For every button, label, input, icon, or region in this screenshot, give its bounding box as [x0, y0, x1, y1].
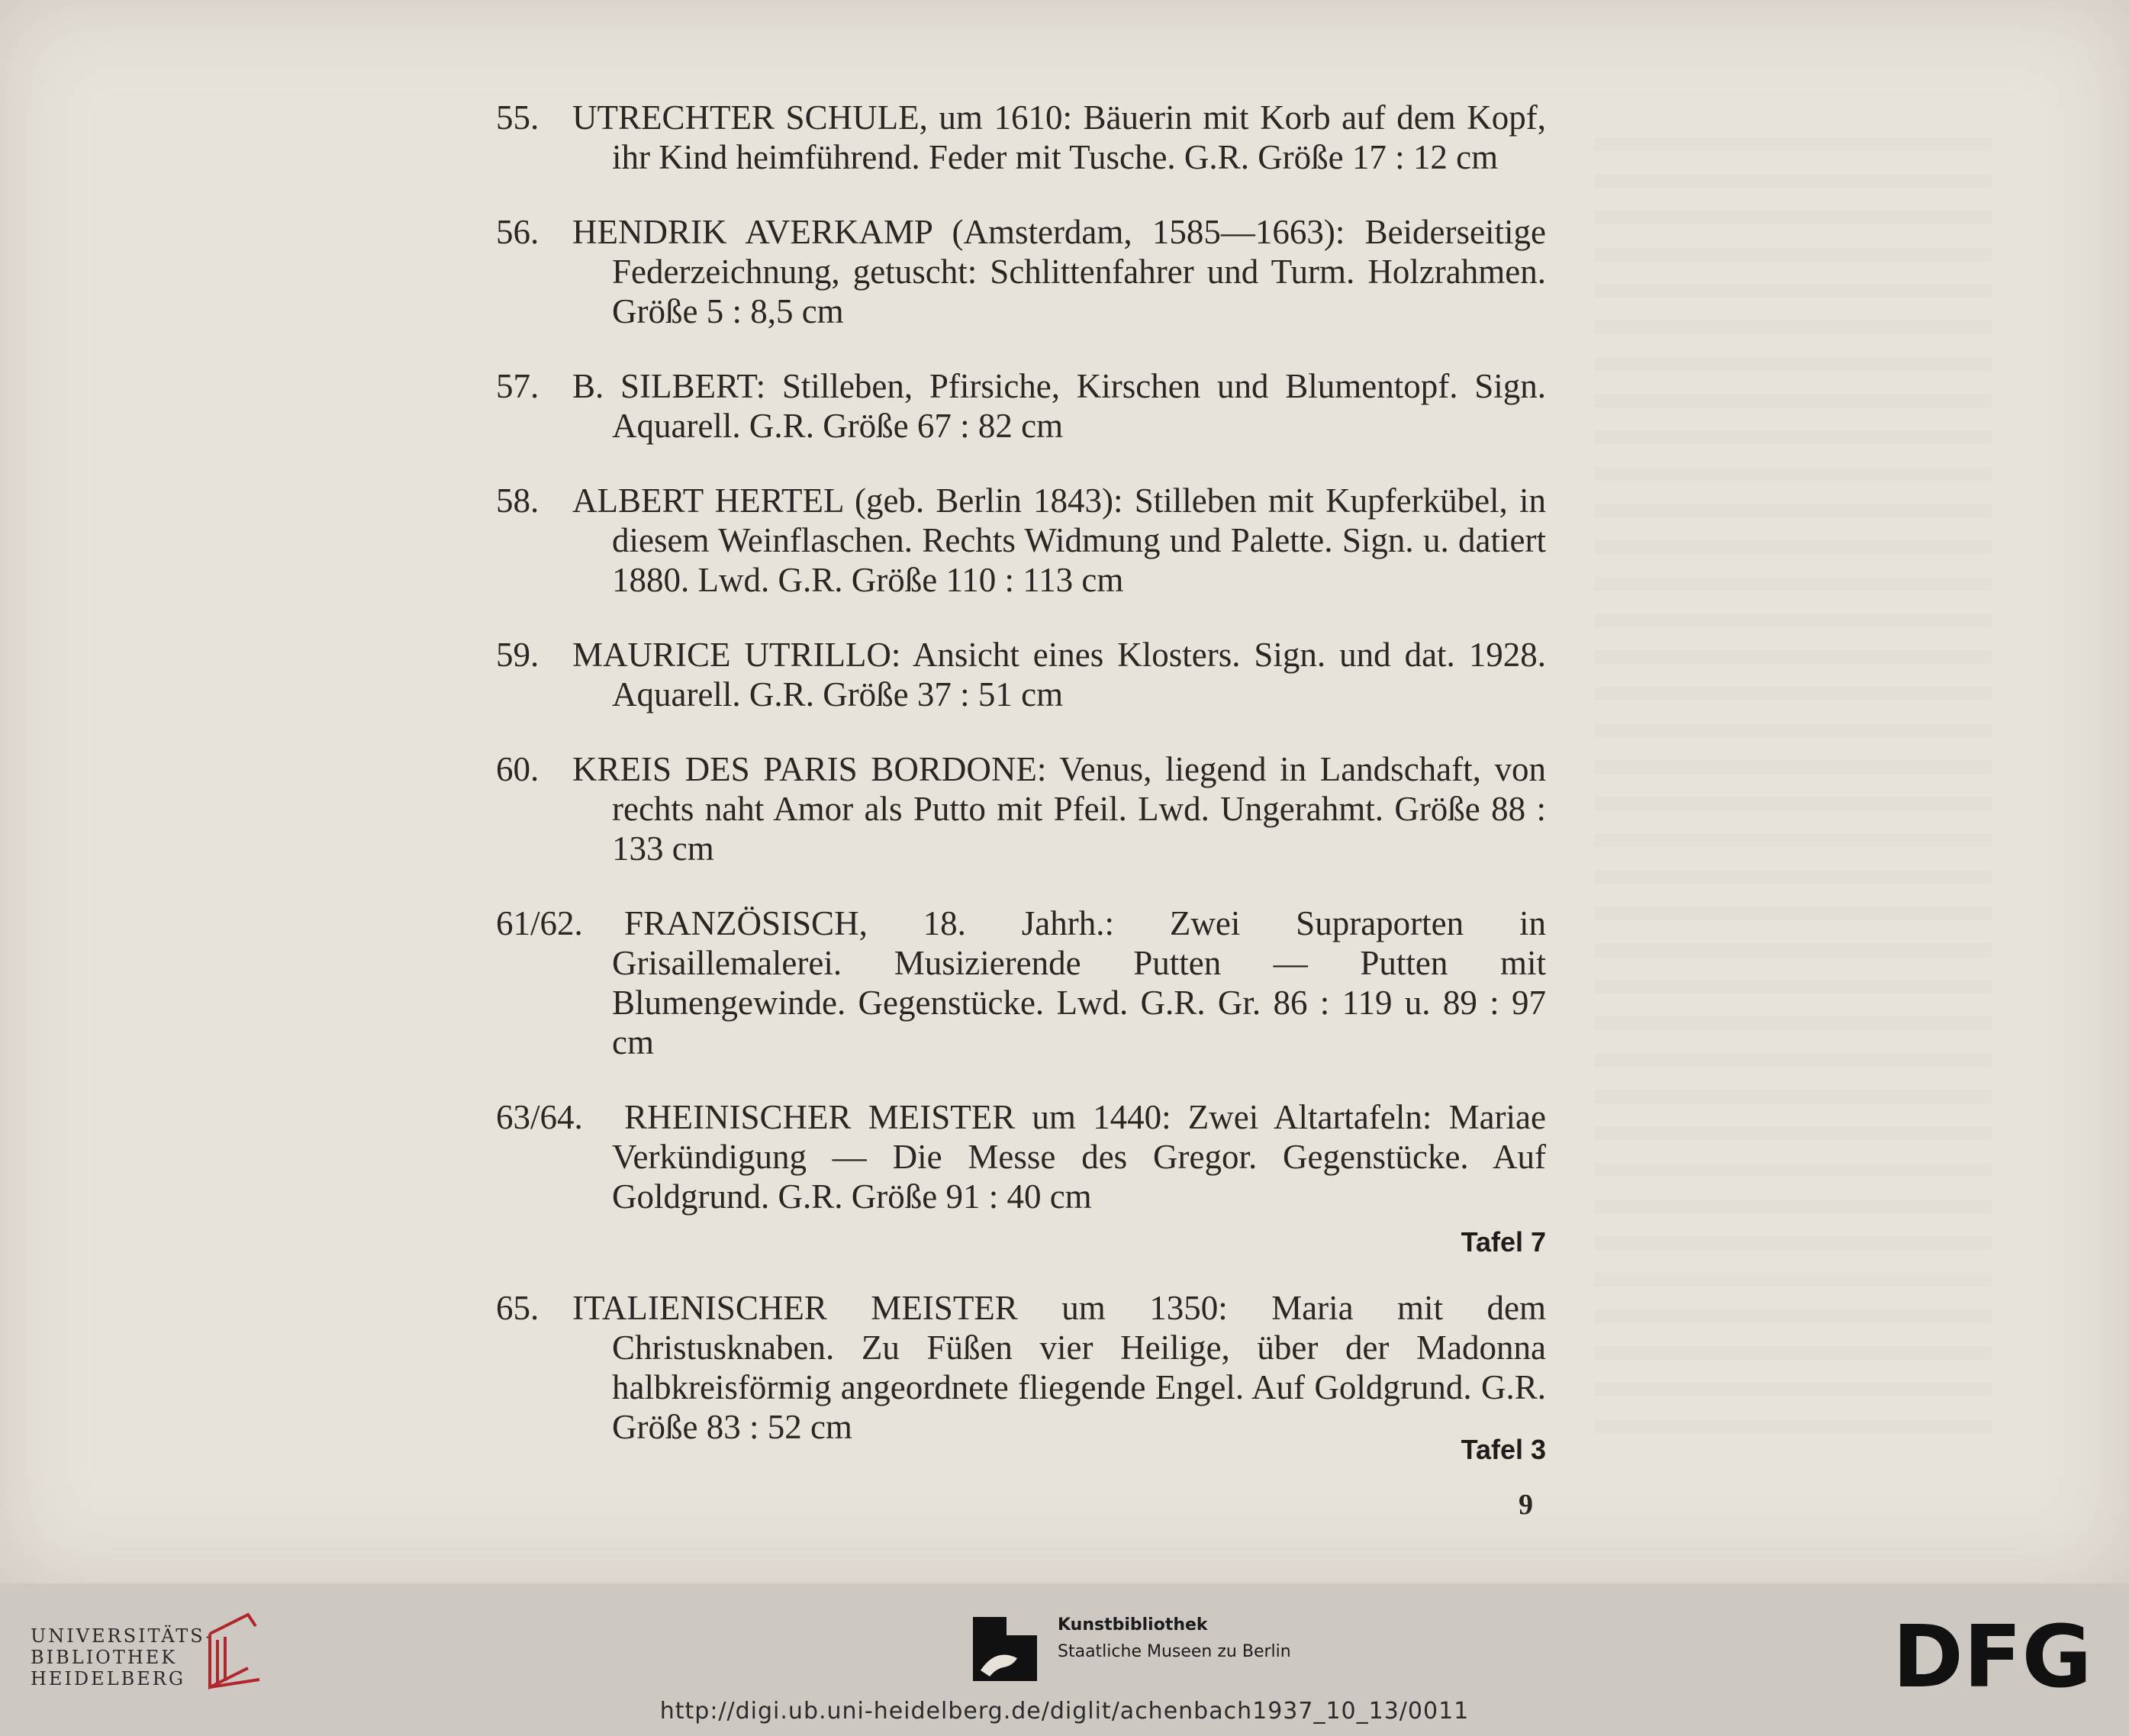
plate-reference: Tafel 3 — [1461, 1434, 1546, 1465]
entry-text: UTRECHTER SCHULE, um 1610: Bäuerin mit Korb auf dem Kopf, ihr Kind heimführend. Feder mit Tusche. G.R. Größe 17 : 12 cm — [572, 98, 1546, 176]
ub-logo-line-1: UNIVERSITÄTS- — [31, 1625, 214, 1647]
entry-text: MAURICE UTRILLO: Ansicht eines Klosters. Sign. und dat. 1928. Aquarell. G.R. Größe 37 : 51 cm — [572, 636, 1546, 713]
digitization-footer — [0, 1583, 2129, 1736]
entry-text: ALBERT HERTEL (geb. Berlin 1843): Stilleben mit Kupferkübel, in diesem Weinflaschen. Rechts Widmung und Palette. Sign. u. datiert 1880. Lwd. G.R. Größe 110 : 113 cm — [572, 482, 1546, 599]
entry-text: B. SILBERT: Stilleben, Pfirsiche, Kirschen und Blumentopf. Sign. Aquarell. G.R. Größe 67 : 82 cm — [572, 367, 1546, 445]
ub-heidelberg-logo-text[interactable] — [31, 1625, 214, 1689]
plate-reference: Tafel 7 — [1461, 1226, 1546, 1258]
kunstbibliothek-logo-icon[interactable] — [973, 1617, 1037, 1681]
catalog-entry-60 — [496, 749, 1546, 868]
catalog-entry-61-62 — [496, 903, 1546, 1062]
page-number: 9 — [1519, 1489, 1533, 1521]
entry-text: FRANZÖSISCH, 18. Jahrh.: Zwei Supraporten in Grisaillemalerei. Musizierende Putten — Putten mit Blumengewinde. Gegenstücke. Lwd. G.R. Gr. 86 : 119 u. 89 : 97 cm — [612, 904, 1546, 1061]
ub-logo-line-2: BIBLIOTHEK — [31, 1647, 178, 1668]
entry-number: 58. — [496, 482, 539, 520]
catalog-entries — [496, 98, 1546, 1497]
catalog-entry-59 — [496, 635, 1546, 714]
entry-number: 61/62. — [496, 904, 583, 942]
entry-text: HENDRIK AVERKAMP (Amsterdam, 1585—1663): Beiderseitige Federzeichnung, getuscht: Schlittenfahrer und Turm. Holzrahmen. Größe 5 : 8,5 cm — [572, 213, 1546, 330]
entry-number: 55. — [496, 98, 539, 137]
catalog-entry-56 — [496, 212, 1546, 331]
ub-heidelberg-logo-icon[interactable] — [195, 1611, 263, 1695]
kunstbibliothek-logo-text[interactable] — [1058, 1614, 1291, 1667]
entry-text: RHEINISCHER MEISTER um 1440: Zwei Altartafeln: Mariae Verkündigung — Die Messe des Gregor. Gegenstücke. Auf Goldgrund. G.R. Größe 91 : 40 cm — [612, 1098, 1546, 1216]
catalog-entry-58 — [496, 481, 1546, 600]
kunstbibliothek-title: Kunstbibliothek — [1058, 1615, 1208, 1635]
catalog-entry-65 — [496, 1288, 1546, 1465]
dfg-label: DFG — [1892, 1614, 2092, 1698]
catalog-entry-55 — [496, 98, 1546, 177]
entry-number: 59. — [496, 636, 539, 674]
catalog-entry-57 — [496, 366, 1546, 446]
entry-number: 60. — [496, 750, 539, 788]
permalink-url[interactable]: http://digi.ub.uni-heidelberg.de/diglit/achenbach1937_10_13/0011 — [659, 1698, 1470, 1725]
show-through-texture — [1595, 137, 1992, 1435]
entry-number: 56. — [496, 213, 539, 251]
dfg-logo[interactable] — [1892, 1614, 2098, 1698]
entry-number: 57. — [496, 367, 539, 405]
entry-text: KREIS DES PARIS BORDONE: Venus, liegend in Landschaft, von rechts naht Amor als Putto mit Pfeil. Lwd. Ungerahmt. Größe 88 : 133 cm — [572, 750, 1546, 868]
entry-text: ITALIENISCHER MEISTER um 1350: Maria mit dem Christusknaben. Zu Füßen vier Heilige, über der Madonna halbkreisförmig angeordnete fliegende Engel. Auf Goldgrund. G.R. Größe 83 : 52 cm — [572, 1289, 1546, 1446]
ub-logo-line-3: HEIDELBERG — [31, 1668, 186, 1689]
entry-number: 63/64. — [496, 1098, 583, 1136]
kunstbibliothek-subtitle: Staatliche Museen zu Berlin — [1058, 1642, 1291, 1661]
catalog-entry-63-64 — [496, 1097, 1546, 1258]
entry-number: 65. — [496, 1289, 539, 1327]
